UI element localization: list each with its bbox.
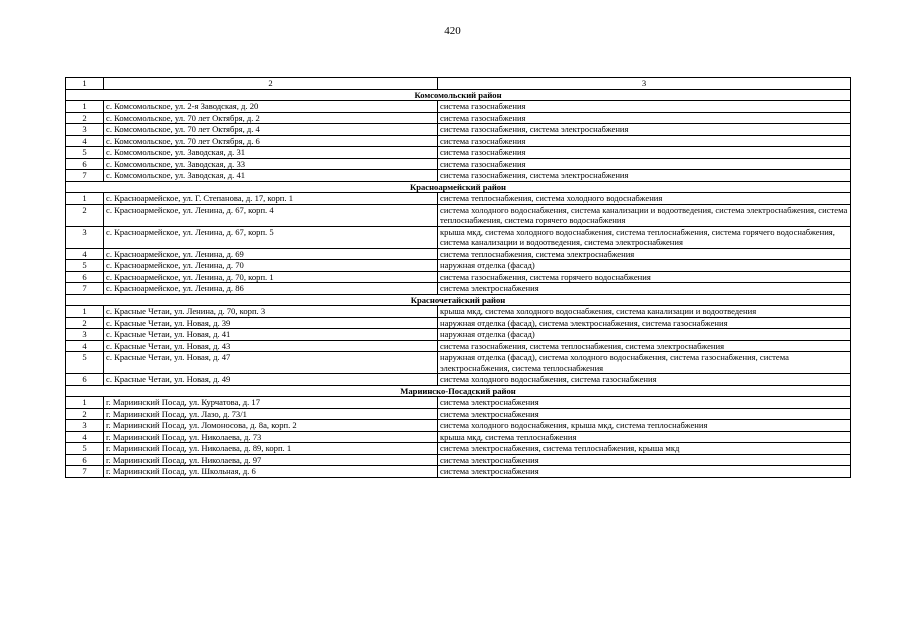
district-header-row xyxy=(66,181,851,193)
district-name: Красноармейский район xyxy=(66,181,851,193)
address-cell: с. Красные Четаи, ул. Ленина, д. 70, корп. 3 xyxy=(104,306,438,318)
systems-cell: система электроснабжения xyxy=(438,408,851,420)
address-cell: г. Мариинский Посад, ул. Николаева, д. 89, корп. 1 xyxy=(104,443,438,455)
row-number-cell: 3 xyxy=(66,124,104,136)
table-row xyxy=(66,260,851,272)
row-number-cell: 1 xyxy=(66,193,104,205)
address-cell: с. Красноармейское, ул. Ленина, д. 70 xyxy=(104,260,438,272)
systems-cell: крыша мкд, система теплоснабжения xyxy=(438,431,851,443)
table-row xyxy=(66,101,851,113)
table-row xyxy=(66,443,851,455)
row-number-cell: 7 xyxy=(66,170,104,182)
table-row xyxy=(66,158,851,170)
row-number-cell: 7 xyxy=(66,466,104,478)
address-cell: с. Красноармейское, ул. Ленина, д. 69 xyxy=(104,248,438,260)
systems-cell: система холодного водоснабжения, крыша мкд, система теплоснабжения xyxy=(438,420,851,432)
page-number: 420 xyxy=(444,25,461,37)
district-name: Красночетайский район xyxy=(66,294,851,306)
row-number-cell: 1 xyxy=(66,397,104,409)
table-row xyxy=(66,352,851,374)
systems-cell: наружная отделка (фасад) xyxy=(438,329,851,341)
table-row xyxy=(66,112,851,124)
table-row xyxy=(66,248,851,260)
address-cell: с. Красные Четаи, ул. Новая, д. 49 xyxy=(104,374,438,386)
table-row xyxy=(66,374,851,386)
address-cell: г. Мариинский Посад, ул. Лазо, д. 73/1 xyxy=(104,408,438,420)
systems-cell: крыша мкд, система холодного водоснабжения, система теплоснабжения, система горячего водоснабжения, система канализации и водоотведения, система электроснабжения xyxy=(438,226,851,248)
systems-cell: система теплоснабжения, система электроснабжения xyxy=(438,248,851,260)
systems-cell: система электроснабжения xyxy=(438,283,851,295)
row-number-cell: 1 xyxy=(66,306,104,318)
address-cell: с. Комсомольское, ул. 70 лет Октября, д. 4 xyxy=(104,124,438,136)
address-cell: с. Комсомольское, ул. Заводская, д. 33 xyxy=(104,158,438,170)
row-number-cell: 4 xyxy=(66,248,104,260)
systems-cell: наружная отделка (фасад), система холодного водоснабжения, система газоснабжения, система электроснабжения, система теплоснабжения xyxy=(438,352,851,374)
address-cell: г. Мариинский Посад, ул. Ломоносова, д. 8а, корп. 2 xyxy=(104,420,438,432)
systems-cell: система газоснабжения, система электроснабжения xyxy=(438,170,851,182)
address-cell: с. Красноармейское, ул. Ленина, д. 67, корп. 5 xyxy=(104,226,438,248)
address-cell: с. Красные Четаи, ул. Новая, д. 43 xyxy=(104,340,438,352)
table-row xyxy=(66,306,851,318)
row-number-cell: 2 xyxy=(66,112,104,124)
address-cell: с. Красноармейское, ул. Ленина, д. 86 xyxy=(104,283,438,295)
systems-cell: система газоснабжения xyxy=(438,101,851,113)
address-cell: с. Красные Четаи, ул. Новая, д. 41 xyxy=(104,329,438,341)
table-row xyxy=(66,193,851,205)
table-row xyxy=(66,226,851,248)
systems-cell: система газоснабжения, система теплоснабжения, система электроснабжения xyxy=(438,340,851,352)
row-number-cell: 4 xyxy=(66,340,104,352)
table-row xyxy=(66,329,851,341)
address-cell: с. Комсомольское, ул. Заводская, д. 41 xyxy=(104,170,438,182)
row-number-cell: 3 xyxy=(66,226,104,248)
table-row xyxy=(66,271,851,283)
row-number-cell: 6 xyxy=(66,271,104,283)
row-number-cell: 6 xyxy=(66,454,104,466)
systems-cell: система электроснабжения xyxy=(438,466,851,478)
table-row xyxy=(66,204,851,226)
systems-cell: система теплоснабжения, система холодного водоснабжения xyxy=(438,193,851,205)
row-number-cell: 2 xyxy=(66,317,104,329)
address-cell: с. Красноармейское, ул. Г. Степанова, д. 17, корп. 1 xyxy=(104,193,438,205)
systems-cell: система газоснабжения, система электроснабжения xyxy=(438,124,851,136)
row-number-cell: 5 xyxy=(66,147,104,159)
address-cell: с. Комсомольское, ул. 70 лет Октября, д. 6 xyxy=(104,135,438,147)
row-number-cell: 7 xyxy=(66,283,104,295)
table-row xyxy=(66,420,851,432)
systems-cell: наружная отделка (фасад), система электроснабжения, система газоснабжения xyxy=(438,317,851,329)
address-cell: г. Мариинский Посад, ул. Курчатова, д. 17 xyxy=(104,397,438,409)
systems-cell: система электроснабжения xyxy=(438,397,851,409)
address-cell: с. Красные Четаи, ул. Новая, д. 39 xyxy=(104,317,438,329)
table-body xyxy=(66,78,851,478)
address-cell: с. Красные Четаи, ул. Новая, д. 47 xyxy=(104,352,438,374)
row-number-cell: 1 xyxy=(66,101,104,113)
table-row xyxy=(66,340,851,352)
row-number-cell: 4 xyxy=(66,431,104,443)
row-number-cell: 3 xyxy=(66,329,104,341)
table-row xyxy=(66,124,851,136)
table-row xyxy=(66,454,851,466)
table-row xyxy=(66,317,851,329)
address-cell: с. Комсомольское, ул. 70 лет Октября, д. 2 xyxy=(104,112,438,124)
row-number-cell: 6 xyxy=(66,374,104,386)
systems-cell: крыша мкд, система холодного водоснабжения, система канализации и водоотведения xyxy=(438,306,851,318)
row-number-cell: 5 xyxy=(66,352,104,374)
column-number-1: 1 xyxy=(66,78,104,90)
district-header-row xyxy=(66,294,851,306)
systems-cell: система газоснабжения, система горячего водоснабжения xyxy=(438,271,851,283)
district-header-row xyxy=(66,89,851,101)
district-header-row xyxy=(66,385,851,397)
address-cell: г. Мариинский Посад, ул. Школьная, д. 6 xyxy=(104,466,438,478)
address-cell: с. Комсомольское, ул. 2-я Заводская, д. 20 xyxy=(104,101,438,113)
table-row xyxy=(66,431,851,443)
row-number-cell: 2 xyxy=(66,204,104,226)
systems-cell: система газоснабжения xyxy=(438,135,851,147)
systems-cell: система электроснабжения, система теплоснабжения, крыша мкд xyxy=(438,443,851,455)
column-number-2: 2 xyxy=(104,78,438,90)
address-cell: с. Красноармейское, ул. Ленина, д. 67, корп. 4 xyxy=(104,204,438,226)
table-row xyxy=(66,147,851,159)
systems-cell: система газоснабжения xyxy=(438,158,851,170)
table-header-row xyxy=(66,78,851,90)
table-row xyxy=(66,135,851,147)
address-cell: с. Красноармейское, ул. Ленина, д. 70, корп. 1 xyxy=(104,271,438,283)
row-number-cell: 6 xyxy=(66,158,104,170)
district-name: Комсомольский район xyxy=(66,89,851,101)
table-row xyxy=(66,170,851,182)
systems-cell: система холодного водоснабжения, система газоснабжения xyxy=(438,374,851,386)
systems-cell: система электроснабжения xyxy=(438,454,851,466)
row-number-cell: 5 xyxy=(66,260,104,272)
table-row xyxy=(66,283,851,295)
objects-table xyxy=(65,77,851,478)
systems-cell: система газоснабжения xyxy=(438,112,851,124)
address-cell: г. Мариинский Посад, ул. Николаева, д. 73 xyxy=(104,431,438,443)
district-name: Мариинско-Посадский район xyxy=(66,385,851,397)
systems-cell: система холодного водоснабжения, система канализации и водоотведения, система электроснабжения, система теплоснабжения, система горячего водоснабжения xyxy=(438,204,851,226)
column-number-3: 3 xyxy=(438,78,851,90)
table-row xyxy=(66,408,851,420)
table-row xyxy=(66,397,851,409)
row-number-cell: 2 xyxy=(66,408,104,420)
table-row xyxy=(66,466,851,478)
row-number-cell: 4 xyxy=(66,135,104,147)
row-number-cell: 5 xyxy=(66,443,104,455)
row-number-cell: 3 xyxy=(66,420,104,432)
address-cell: г. Мариинский Посад, ул. Николаева, д. 97 xyxy=(104,454,438,466)
systems-cell: наружная отделка (фасад) xyxy=(438,260,851,272)
systems-cell: система газоснабжения xyxy=(438,147,851,159)
address-cell: с. Комсомольское, ул. Заводская, д. 31 xyxy=(104,147,438,159)
